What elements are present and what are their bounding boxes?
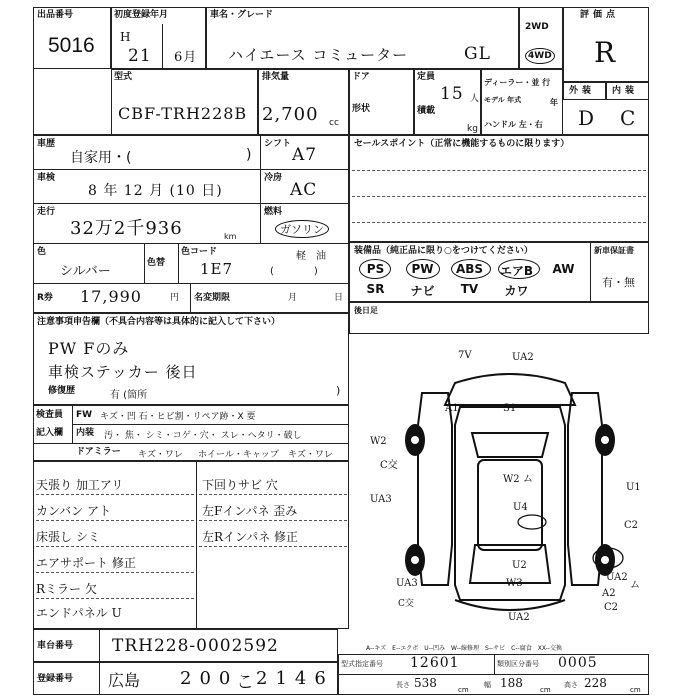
chassis-label: 車台番号 — [37, 641, 74, 651]
history-close: ) — [246, 147, 252, 163]
circle-mark — [406, 259, 440, 279]
category-label: 類別区分番号 — [497, 660, 539, 668]
equipment-row-2 — [352, 282, 588, 299]
displacement-label: 排気量 — [262, 72, 290, 82]
model-label: 型式 — [114, 72, 133, 82]
wd2-label: 2WD — [525, 22, 549, 32]
displacement-unit: cc — [329, 118, 339, 128]
mark-c-left: C交 — [380, 460, 398, 471]
remark-right-2: 左Fインパネ 歪み — [202, 504, 298, 518]
fuel-alt: 軽 油 — [296, 251, 326, 262]
fuel-label: 燃料 — [264, 207, 283, 217]
mileage-label: 走行 — [37, 207, 56, 217]
remark-left-2: カンバン アト — [36, 504, 111, 518]
warranty-label: 新車保証書 — [594, 246, 634, 255]
load-unit: kg — [467, 124, 478, 134]
equip-navi: ナビ — [410, 284, 435, 298]
height-label: 高さ — [564, 681, 578, 689]
wheel-label: ホイール・キャップ — [198, 450, 279, 460]
interior-label: 内装 — [612, 86, 639, 96]
shift-value: A7 — [292, 145, 318, 165]
mark-ua2-top: UA2 — [512, 352, 534, 363]
type-cert-label: 型式指定番号 — [341, 660, 383, 668]
name-change-day: 日 — [334, 293, 344, 303]
plate-kana: こ — [236, 672, 255, 693]
exterior-label: 外装 — [569, 86, 596, 96]
capacity-value: 15 — [440, 84, 464, 104]
month-value: 6月 — [174, 50, 198, 65]
mark-mu: ム — [630, 580, 640, 591]
fw-label: FW — [76, 410, 93, 420]
model-year-label: モデル 年式 — [484, 96, 522, 104]
length-value: 538 — [414, 676, 437, 690]
color-code-label: 色コード — [181, 247, 218, 257]
notes-label: 注意事項申告欄（不具合内容等は具体的に記入して下さい） — [37, 317, 281, 327]
remark-left-5: Rミラー 欠 — [36, 582, 97, 596]
displacement-value: 2,700 — [262, 104, 319, 125]
plate-number: 2146 — [256, 668, 334, 689]
width-value: 188 — [500, 676, 523, 690]
car-name-label: 車名・グレード — [210, 10, 274, 20]
mark-c2-bottom: C2 — [604, 602, 619, 613]
shape-label: 形状 — [352, 104, 371, 114]
equip-leather: カワ — [504, 284, 529, 298]
color-change-label: 色替 — [147, 258, 166, 268]
mark-s1: S1 — [503, 403, 517, 414]
first-reg-label: 初度登録年月 — [114, 10, 169, 20]
height-unit: cm — [630, 686, 641, 694]
later-label: 後日足 — [354, 306, 378, 315]
door-label: ドア — [352, 72, 370, 82]
ac-label: 冷房 — [264, 173, 283, 183]
type-cert-value: 12601 — [410, 655, 460, 671]
score-value: R — [594, 36, 617, 69]
equipment-label: 装備品（純正品に限り○をつけてください） — [354, 246, 533, 256]
wheel-options: キズ・ワレ — [288, 450, 333, 460]
width-label: 幅 — [484, 681, 491, 689]
repair-label: 修復歴 — [48, 386, 76, 396]
divider — [162, 24, 163, 69]
lot-label: 出品番号 — [37, 10, 74, 20]
name-change-month: 月 — [288, 293, 298, 303]
circle-mark — [451, 259, 491, 279]
color-value: シルバー — [60, 264, 111, 279]
warranty-value: 有・無 — [602, 276, 635, 289]
mark-w3: W3 — [506, 578, 523, 589]
era-value: H — [120, 30, 131, 44]
mark-7v: 7V — [458, 350, 472, 361]
mileage-unit: km — [224, 232, 237, 241]
mileage-value: 32万2千936 — [70, 218, 183, 239]
sales-point-label: セールスポイント（正常に機能するものに限ります） — [354, 139, 570, 149]
handle-label: ハンドル 左・右 — [484, 120, 543, 129]
length-label: 長さ — [396, 681, 410, 689]
interior-row-label: 内装 — [76, 428, 95, 438]
circle-mark — [359, 259, 391, 279]
interior-value: C — [620, 106, 637, 130]
entry-label: 記入欄 — [36, 428, 64, 438]
load-label: 積載 — [417, 106, 436, 116]
year-value: 21 — [128, 46, 152, 66]
repair-close: ) — [336, 384, 341, 397]
mark-ua3-left: UA3 — [370, 494, 392, 505]
equip-abs: ABS — [455, 262, 484, 276]
equip-airbag: エアB — [499, 264, 534, 278]
legend: A--キズ E--エクボ U--凹み W--線修理 S--サビ C--腐食 XX--交換 — [366, 645, 562, 652]
mark-c2-right: C2 — [624, 520, 639, 531]
inspection-value: 8 年 12 月 (10 日) — [88, 183, 223, 199]
name-change-label: 名変期限 — [194, 293, 231, 303]
length-unit: cm — [458, 686, 469, 694]
color-label: 色 — [37, 247, 47, 257]
category-value: 0005 — [558, 655, 598, 671]
chassis-value: TRH228-0002592 — [112, 636, 279, 656]
mark-ua2-bottom: UA2 — [508, 612, 530, 623]
mark-ua3-bottom: UA3 — [396, 578, 418, 589]
equip-tv: TV — [460, 282, 479, 296]
remark-left-3: 床張し シミ — [36, 530, 100, 544]
notes-line-1: PW Fのみ — [48, 339, 130, 358]
mark-c-bottom: C交 — [398, 599, 414, 609]
circle-mark — [498, 259, 540, 279]
grade-value: GL — [464, 44, 491, 64]
height-value: 228 — [584, 676, 607, 690]
width-unit: cm — [540, 686, 551, 694]
plate-area: 広島 — [108, 671, 141, 690]
car-name-value: ハイエース コミューター — [228, 46, 409, 64]
mirror-label: ドアミラー — [76, 447, 121, 457]
mark-w2-center: W2 ム — [503, 474, 533, 485]
mark-ua2-right: UA2 — [606, 572, 628, 583]
mark-a2: A2 — [602, 588, 616, 599]
inspection-label: 車検 — [37, 173, 56, 183]
remark-right-3: 左Rインパネ 修正 — [202, 530, 299, 544]
remark-right-1: 下回りサビ 穴 — [202, 478, 278, 492]
score-label: 評価点 — [580, 10, 620, 20]
remark-left-6: エンドパネル U — [36, 606, 122, 620]
equip-aw: AW — [552, 262, 575, 276]
recycle-unit: 円 — [170, 293, 180, 303]
dealer-label: ディーラー・並 行 — [484, 78, 551, 87]
wd4-label: 4WD — [525, 48, 555, 64]
recycle-label: R券 — [37, 293, 53, 303]
interior-options: 汚・ 焦・ シミ・コゲ・穴・ スレ・ヘタリ・破し — [104, 431, 302, 441]
mark-u4: U4 — [513, 502, 528, 513]
later-box — [349, 302, 649, 334]
model-box — [111, 69, 258, 135]
model-value: CBF-TRH228B — [118, 104, 248, 123]
sales-point-box — [349, 135, 649, 242]
history-value: 自家用・( — [70, 150, 132, 166]
notes-line-2: 車検ステッカー 後日 — [48, 363, 198, 381]
mark-u1: U1 — [626, 482, 641, 493]
equip-pw: PW — [411, 262, 434, 276]
remark-left-1: 天張り 加工アリ — [36, 478, 124, 492]
repair-value: 有 (箇所 — [110, 390, 148, 401]
equip-sr: SR — [366, 282, 385, 296]
mark-u2: U2 — [512, 560, 527, 571]
color-code-value: 1E7 — [200, 260, 234, 278]
shift-label: シフト — [264, 139, 292, 149]
lot-value: 5016 — [48, 34, 95, 57]
recycle-value: 17,990 — [80, 287, 142, 306]
plate-class: 200 — [180, 668, 239, 689]
model-year-unit: 年 — [550, 98, 558, 107]
mirror-options: キズ・ワレ — [138, 450, 183, 460]
equip-ps: PS — [366, 262, 385, 276]
fuel-paren: ( ) — [270, 266, 318, 277]
fuel-value: ガソリン — [275, 220, 329, 238]
mark-a1: A1 — [445, 403, 459, 414]
exterior-value: D — [578, 106, 596, 130]
history-label: 車歴 — [37, 139, 56, 149]
remark-left-4: エアサポート 修正 — [36, 556, 136, 570]
inspector-label: 検査員 — [36, 410, 64, 420]
ac-value: AC — [290, 180, 318, 200]
plate-label: 登録番号 — [37, 674, 74, 684]
capacity-unit: 人 — [470, 94, 480, 104]
capacity-label: 定員 — [417, 72, 436, 82]
fw-options: キズ・凹 石・ヒビ割・リペア跡・X 要 — [100, 412, 256, 422]
mark-w2-left: W2 — [370, 436, 387, 447]
